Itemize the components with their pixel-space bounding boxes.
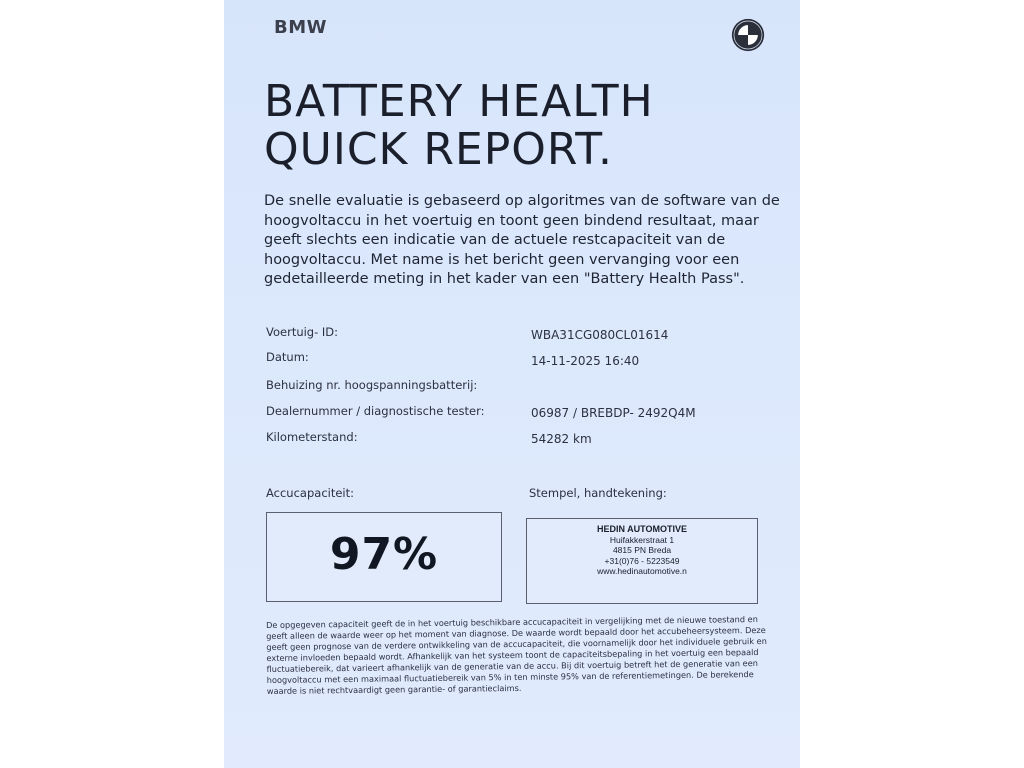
disclaimer-footnote: De opgegeven capaciteit geeft de in het voertuig beschikbare accucapaciteit in vergelijking met de nieuwe toestand en geeft alleen de waarde weer op het moment van diagnose. De waarde wordt bepaald door het accubeheersysteem. Deze geeft geen prognose van de verdere ontwikkeling van de accucapaciteit, die voornamelijk door het individuele gebruik en externe invloeden bepaald wordt. Afhankelijk van het systeem toont de capaciteitsbepaling in het voertuig een bepaald fluctuatiebereik, dat varieert afhankelijk van de generatie van de accu. Bij dit voertuig betreft het de generatie van een hoogvoltaccu met een maximaal fluctuatiebereik van 5% in ten minste 95% van de referentiemetingen. De berekende waarde is niet rechtvaardigt geen garantie- of garantieclaims. — [266, 613, 767, 696]
intro-paragraph: De snelle evaluatie is gebaseerd op algoritmes van de software van de hoogvoltaccu in het voertuig en toont geen bindend resultaat, maar geeft slechts een indicatie van de actuele restcapaciteit van de hoogvoltaccu. Met name is het bericht geen vervanging voor een gedetailleerde meting in het kader van een "Battery Health Pass". — [264, 193, 780, 287]
stamp-phone: +31(0)76 - 5223549 — [604, 555, 680, 566]
report-title — [264, 78, 784, 174]
stamp-city: 4815 PN Breda — [612, 545, 672, 555]
dealer-number-label: Dealernummer / diagnostische tester: — [266, 404, 485, 418]
dealer-number-value: 06987 / BREBDP- 2492Q4M — [531, 406, 696, 420]
battery-housing-label: Behuizing nr. hoogspanningsbatterij: — [266, 378, 478, 392]
date-value: 14-11-2025 16:40 — [531, 354, 640, 368]
vehicle-id-label: Voertuig- ID: — [266, 325, 339, 339]
dealer-stamp — [527, 524, 757, 577]
bmw-roundel-logo — [731, 18, 765, 52]
capacity-label: Accucapaciteit: — [266, 486, 354, 500]
capacity-box — [266, 512, 502, 602]
stamp-dealer-name: HEDIN AUTOMOTIVE — [596, 524, 687, 534]
title-line-2: QUICK REPORT. — [264, 124, 613, 175]
date-label: Datum: — [266, 350, 309, 364]
signature-label: Stempel, handtekening: — [529, 486, 667, 500]
title-line-1: BATTERY HEALTH — [264, 76, 654, 127]
brand-wordmark: BMW — [274, 17, 327, 38]
mileage-value: 54282 km — [531, 432, 592, 446]
report-page — [224, 0, 800, 768]
capacity-value: 97% — [329, 529, 439, 580]
vehicle-id-value: WBA31CG080CL01614 — [531, 328, 669, 342]
signature-box — [526, 518, 758, 604]
mileage-label: Kilometerstand: — [266, 430, 358, 444]
stamp-street: Huifakkerstraat 1 — [609, 534, 675, 545]
stamp-website: www.hedinautomotive.n — [597, 566, 687, 576]
